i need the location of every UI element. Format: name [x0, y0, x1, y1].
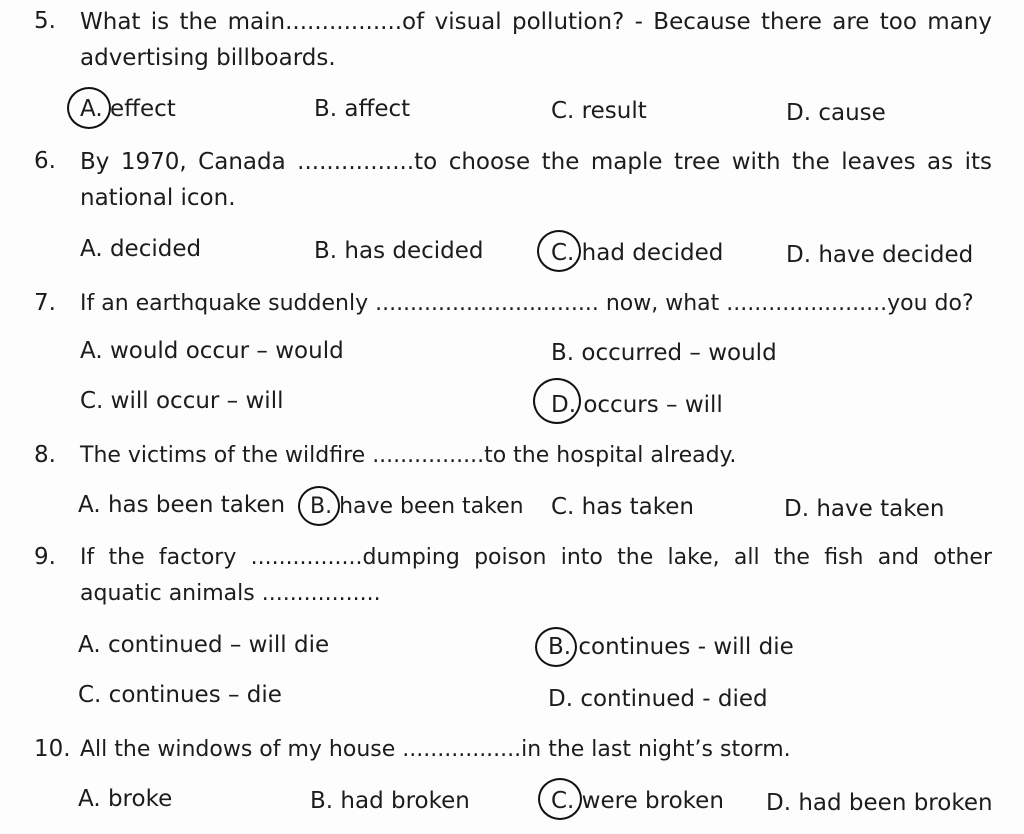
- question-number: 10.: [34, 736, 71, 762]
- option-d[interactable]: D. continued - died: [548, 686, 768, 712]
- option-d[interactable]: D. had been broken: [766, 790, 993, 816]
- option-a[interactable]: A. would occur – would: [80, 338, 344, 364]
- option-c[interactable]: C. result: [551, 98, 647, 124]
- answer-circle-mark: [538, 778, 582, 820]
- option-a[interactable]: A. broke: [78, 786, 173, 812]
- option-c[interactable]: C. will occur – will: [80, 388, 284, 414]
- option-a[interactable]: A. decided: [80, 236, 202, 262]
- question-number: 8.: [34, 442, 56, 468]
- option-c[interactable]: C. were broken: [551, 788, 724, 814]
- question-text: What is the main................of visual pollution? - Because there are too many advertising billboards.: [80, 9, 992, 71]
- question-text: If the factory ................dumping poison into the lake, all the fish and other aquatic animals .................: [80, 545, 992, 606]
- option-d[interactable]: D. occurs – will: [551, 392, 723, 418]
- question-text: If an earthquake suddenly ................................ now, what .......................you do?: [80, 291, 974, 316]
- option-d[interactable]: D. cause: [786, 100, 886, 126]
- option-a[interactable]: A. continued – will die: [78, 632, 330, 658]
- option-d[interactable]: D. have taken: [784, 496, 945, 522]
- question-number: 7.: [34, 290, 56, 316]
- option-b[interactable]: B. have been taken: [310, 494, 524, 519]
- answer-circle-mark: [67, 87, 111, 129]
- answer-circle-mark: [298, 486, 340, 526]
- option-c[interactable]: C. continues – die: [78, 682, 282, 708]
- question-text: The victims of the wildfire ................to the hospital already.: [80, 443, 737, 468]
- question-text: By 1970, Canada ................to choose the maple tree with the leaves as its national icon.: [80, 149, 992, 211]
- question-number: 5.: [34, 8, 56, 34]
- option-b[interactable]: B. occurred – would: [551, 340, 777, 366]
- question-text: All the windows of my house .................in the last night’s storm.: [80, 737, 791, 762]
- option-d[interactable]: D. have decided: [786, 242, 974, 268]
- answer-circle-mark: [535, 627, 577, 667]
- answer-circle-mark: [537, 230, 581, 272]
- option-b[interactable]: B. has decided: [314, 238, 484, 264]
- answer-circle-mark: [533, 378, 581, 424]
- option-a[interactable]: A. has been taken: [78, 492, 286, 518]
- option-b[interactable]: B. had broken: [310, 788, 470, 814]
- question-number: 6.: [34, 148, 56, 174]
- option-b[interactable]: B. continues - will die: [548, 634, 794, 660]
- option-c[interactable]: C. has taken: [551, 494, 694, 520]
- option-b[interactable]: B. affect: [314, 96, 411, 122]
- option-c[interactable]: C. had decided: [551, 240, 724, 266]
- option-a[interactable]: A. effect: [80, 96, 176, 122]
- question-number: 9.: [34, 544, 56, 570]
